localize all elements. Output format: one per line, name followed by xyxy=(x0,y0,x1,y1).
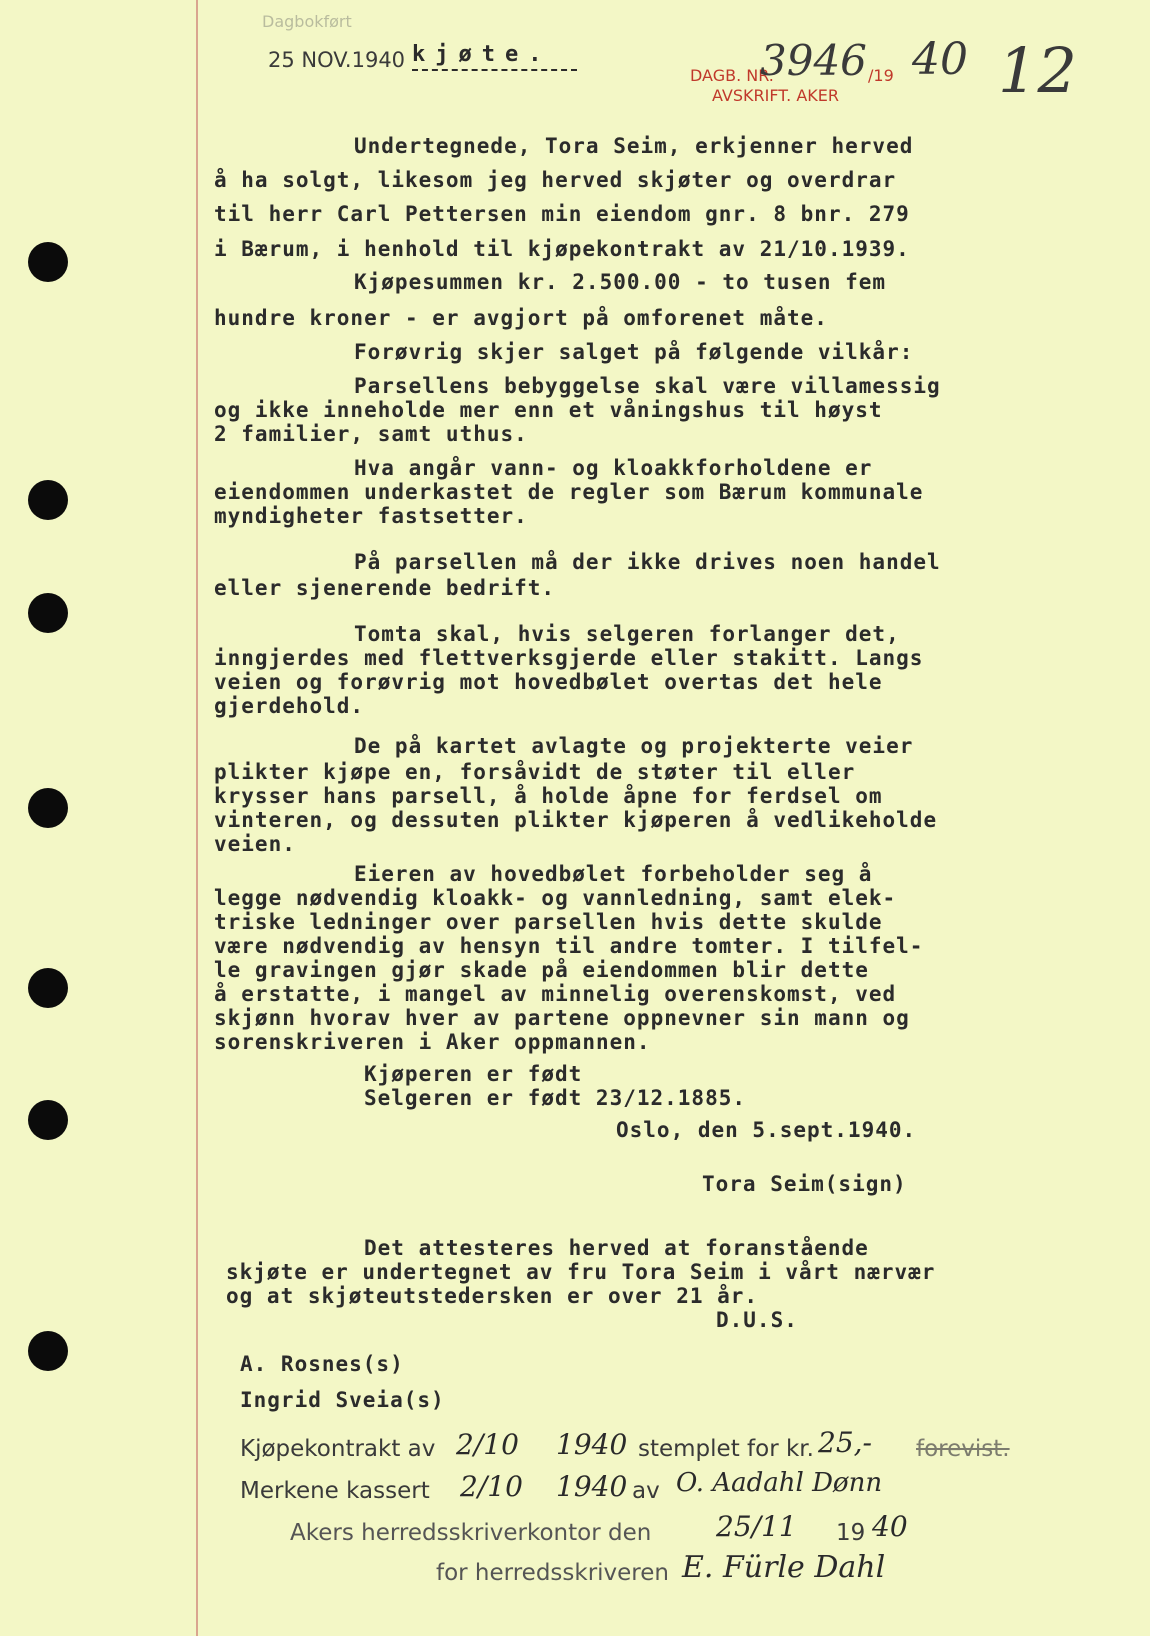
witness-line: A. Rosnes(s) xyxy=(240,1352,404,1376)
body-line: På parsellen må der ikke drives noen handel xyxy=(354,550,941,574)
body-line: til herr Carl Pettersen min eiendom gnr. 8 bnr. 279 xyxy=(214,202,910,226)
body-line: Hva angår vann- og kloakkforholdene er xyxy=(354,456,873,480)
stamp-label: forevist. xyxy=(916,1436,1010,1462)
punch-hole xyxy=(28,242,68,282)
dagb-number: 3946 xyxy=(760,36,867,85)
punch-hole xyxy=(28,480,68,520)
stamp-amount: 25,- xyxy=(818,1426,872,1459)
body-line: plikter kjøpe en, forsåvidt de støter til eller xyxy=(214,760,856,784)
body-line: sorenskriveren i Aker oppmannen. xyxy=(214,1030,651,1054)
dagb-label: DAGB. NR. xyxy=(690,66,774,85)
body-line: legge nødvendig kloakk- og vannledning, samt elek- xyxy=(214,886,897,910)
body-line: Eieren av hovedbølet forbeholder seg å xyxy=(354,862,873,886)
official-signature: O. Aadahl Dønn xyxy=(676,1468,883,1498)
page-number: 12 xyxy=(998,34,1077,107)
body-line: hundre kroner - er avgjort på omforenet måte. xyxy=(214,306,828,330)
body-line: skjønn hvorav hver av partene oppnevner sin mann og xyxy=(214,1006,910,1030)
body-line: Selgeren er født 23/12.1885. xyxy=(364,1086,747,1110)
body-line: Parsellens bebyggelse skal være villamessig xyxy=(354,374,941,398)
body-line: vinteren, og dessuten plikter kjøperen å vedlikeholde xyxy=(214,808,938,832)
body-line: gjerdehold. xyxy=(214,694,365,718)
body-line: Forøvrig skjer salget på følgende vilkår: xyxy=(354,340,914,364)
body-line: Kjøperen er født xyxy=(364,1062,583,1086)
punch-hole xyxy=(28,968,68,1008)
stamp-year: 19 xyxy=(836,1520,866,1546)
stamp-year: 1940 xyxy=(556,1428,628,1461)
punch-hole xyxy=(28,593,68,633)
punch-hole xyxy=(28,1100,68,1140)
body-line: Undertegnede, Tora Seim, erkjenner herved xyxy=(354,134,914,158)
stamp-label: Akers herredsskriverkontor den xyxy=(290,1520,652,1546)
body-line: le gravingen gjør skade på eiendommen blir dette xyxy=(214,958,869,982)
date-stamp: 25 NOV.1940 xyxy=(268,48,406,72)
faint-stamp: Dagbokført xyxy=(262,12,352,31)
attestation-line: og at skjøteutstedersken er over 21 år. xyxy=(226,1284,759,1308)
punch-hole xyxy=(28,1331,68,1371)
body-line: veien. xyxy=(214,832,296,856)
date-line: Oslo, den 5.sept.1940. xyxy=(616,1118,917,1142)
stamp-label: Merkene kassert xyxy=(240,1478,430,1504)
official-signature: E. Fürle Dahl xyxy=(682,1550,886,1585)
margin-rule xyxy=(196,0,198,1636)
attestation-line: Det attesteres herved at foranstående xyxy=(364,1236,869,1260)
body-line: triske ledninger over parsellen hvis dette skulde xyxy=(214,910,883,934)
attestation-line: skjøte er undertegnet av fru Tora Seim i vårt nærvær xyxy=(226,1260,936,1284)
body-line: eller sjenerende bedrift. xyxy=(214,576,556,600)
body-line: å erstatte, i mangel av minnelig overenskomst, ved xyxy=(214,982,897,1006)
body-line: være nødvendig av hensyn til andre tomter. I tilfel- xyxy=(214,934,924,958)
body-line: De på kartet avlagte og projekterte veier xyxy=(354,734,914,758)
stamp-label: Kjøpekontrakt av xyxy=(240,1436,436,1462)
body-line: og ikke inneholde mer enn et våningshus til høyst xyxy=(214,398,883,422)
body-line: veien og forøvrig mot hovedbølet overtas det hele xyxy=(214,670,883,694)
punch-hole xyxy=(28,788,68,828)
stamp-label: stemplet for kr. xyxy=(638,1436,814,1462)
year-prefix: /19 xyxy=(868,66,894,85)
document-title: kjøte. xyxy=(412,42,577,71)
body-line: myndigheter fastsetter. xyxy=(214,504,528,528)
stamp-label: for herredsskriveren xyxy=(436,1560,669,1586)
body-line: i Bærum, i henhold til kjøpekontrakt av 21/10.1939. xyxy=(214,237,910,261)
stamp-date: 25/11 xyxy=(716,1510,797,1543)
body-line: å ha solgt, likesom jeg herved skjøter og overdrar xyxy=(214,168,897,192)
stamp-label: av xyxy=(632,1478,660,1504)
stamp-date: 2/10 xyxy=(456,1428,519,1461)
witness-line: Ingrid Sveia(s) xyxy=(240,1388,445,1412)
stamp-year: 40 xyxy=(872,1510,908,1543)
body-line: 2 familier, samt uthus. xyxy=(214,422,528,446)
stamp-year: 1940 xyxy=(556,1470,628,1503)
signature-line: Tora Seim(sign) xyxy=(702,1172,907,1196)
body-line: Kjøpesummen kr. 2.500.00 - to tusen fem xyxy=(354,270,887,294)
year-suffix: 40 xyxy=(912,34,968,85)
stamp-date: 2/10 xyxy=(460,1470,523,1503)
avskrift-stamp: AVSKRIFT. AKER xyxy=(712,86,839,105)
initials: D.U.S. xyxy=(716,1308,798,1332)
body-line: krysser hans parsell, å holde åpne for ferdsel om xyxy=(214,784,883,808)
body-line: inngjerdes med flettverksgjerde eller stakitt. Langs xyxy=(214,646,924,670)
body-line: Tomta skal, hvis selgeren forlanger det, xyxy=(354,622,900,646)
body-line: eiendommen underkastet de regler som Bærum kommunale xyxy=(214,480,924,504)
